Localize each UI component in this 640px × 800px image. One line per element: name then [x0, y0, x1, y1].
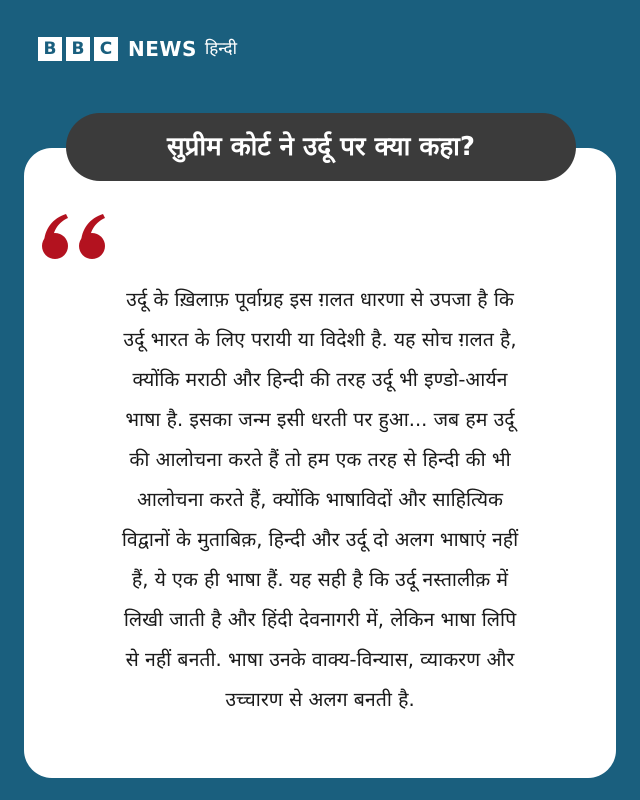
- quote-line-1: उर्दू के ख़िलाफ़ पूर्वाग्रह इस ग़लत धारणा से उपजा है कि: [126, 288, 514, 311]
- quote-line-6: आलोचना करते हैं, क्योंकि भाषाविदों और साहित्यिक: [136, 488, 504, 511]
- quote-line-2: उर्दू भारत के लिए परायी या विदेशी है. यह सोच ग़लत है,: [123, 328, 517, 351]
- quote-line-5: की आलोचना करते हैं तो हम एक तरह से हिन्दी की भी: [129, 448, 511, 471]
- headline-pill: [66, 113, 576, 181]
- quote-body: [40, 280, 600, 720]
- headline-text: सुप्रीम कोर्ट ने उर्दू पर क्या कहा?: [167, 132, 475, 162]
- quote-line-3: क्योंकि मराठी और हिन्दी की तरह उर्दू भी इण्डो-आर्यन: [132, 368, 508, 391]
- quote-line-9: लिखी जाती है और हिंदी देवनागरी में, लेकिन भाषा लिपि: [123, 608, 517, 631]
- opening-double-quote-icon: [40, 212, 112, 260]
- quote-line-11: उच्चारण से अलग बनती है.: [225, 688, 415, 711]
- quote-line-10: से नहीं बनती. भाषा उनके वाक्य-विन्यास, व्याकरण और: [125, 648, 515, 671]
- logo-news-word: NEWS: [128, 37, 197, 61]
- bbc-logo-letter-b1: B: [38, 37, 62, 61]
- logo-language-word: हिन्दी: [204, 39, 237, 59]
- bbc-logo-letter-c: C: [94, 37, 118, 61]
- quote-line-4: भाषा है. इसका जन्म इसी धरती पर हुआ... जब हम उर्दू: [125, 408, 515, 431]
- quote-line-7: विद्वानों के मुताबिक़, हिन्दी और उर्दू दो अलग भाषाएं नहीं: [121, 528, 519, 551]
- quote-line-8: हैं, ये एक ही भाषा हैं. यह सही है कि उर्दू नस्तालीक़ में: [131, 568, 509, 591]
- bbc-logo-letter-b2: B: [66, 37, 90, 61]
- bbc-news-hindi-logo: [38, 36, 237, 62]
